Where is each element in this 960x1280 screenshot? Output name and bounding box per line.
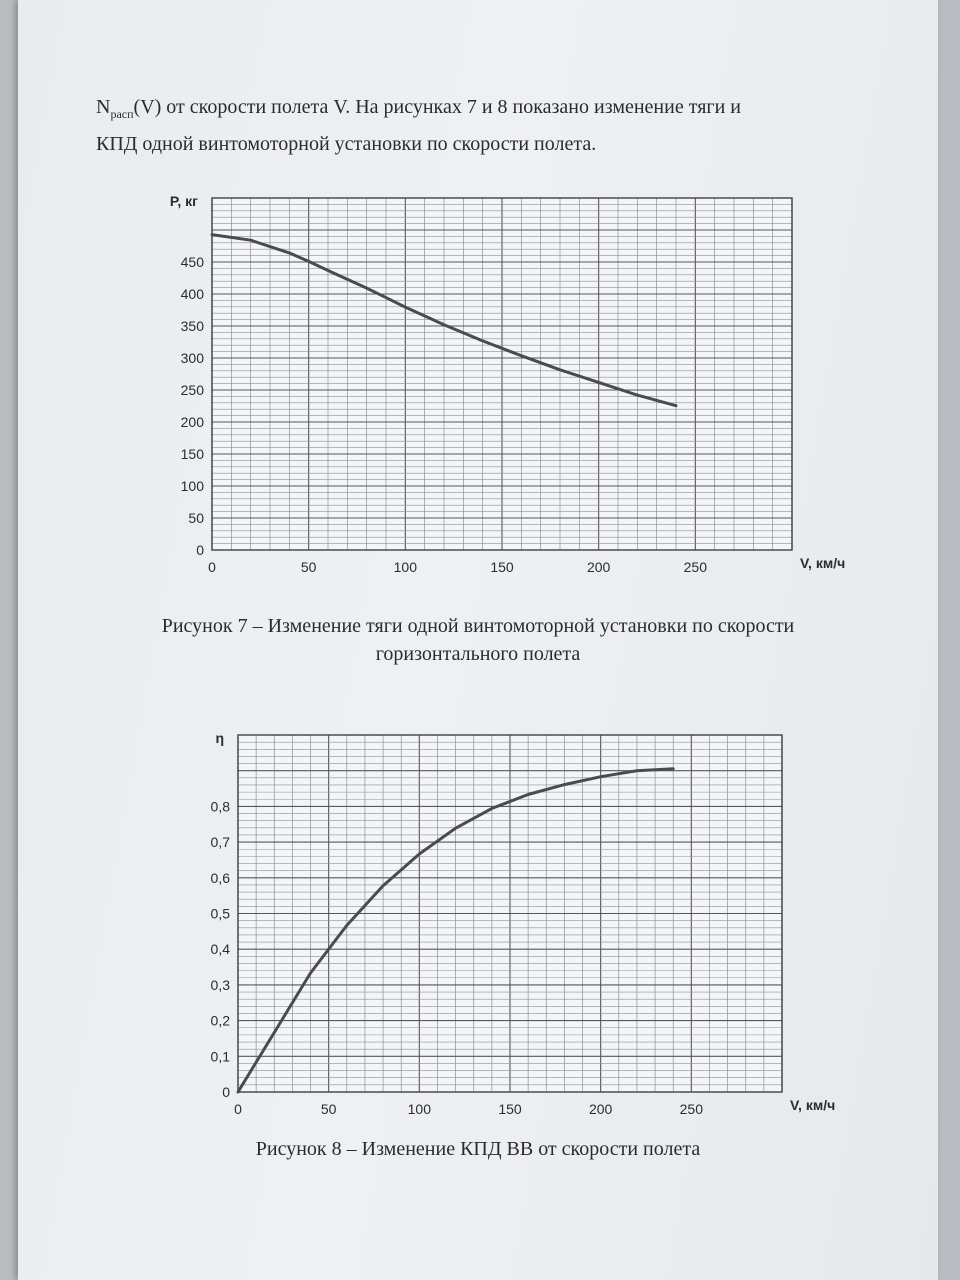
efficiency-y-tick-label: 0,6 [210,869,230,886]
efficiency-x-tick-label: 150 [498,1101,522,1117]
efficiency-x-tick-label: 100 [407,1101,432,1117]
thrust-x-tick-label: 0 [208,559,216,575]
thrust-y-tick-label: 300 [180,350,204,366]
efficiency-x-tick-label: 200 [588,1101,613,1117]
figure7-caption-line2: горизонтального полета [375,643,581,665]
efficiency-x-tick-label: 250 [679,1101,704,1117]
efficiency-y-tick-label: 0,8 [210,798,230,815]
intro-line2: КПД одной винтомоторной установки по скорости полета. [96,133,597,155]
efficiency-y-tick-label: 0,4 [210,941,230,958]
thrust-x-tick-label: 50 [300,559,317,575]
thrust-x-tick-label: 150 [490,559,514,575]
thrust-y-tick-label: 50 [188,510,204,526]
thrust-x-tick-label: 200 [586,559,611,575]
intro-line1: (V) от скорости полета V. На рисунках 7 и 8 показано изменение тяги и [133,96,742,118]
thrust-y-tick-label: 250 [180,382,204,398]
intro-symbol: N [96,96,111,118]
efficiency-y-tick-label: 0,1 [210,1048,230,1065]
efficiency-y-tick-label: 0,5 [210,905,230,922]
thrust-x-tick-label: 250 [683,559,708,575]
efficiency-y-tick-label: 0,3 [210,976,230,993]
efficiency-y-axis-title: η [215,730,224,746]
thrust-x-tick-label: 100 [393,559,418,575]
thrust-y-tick-label: 450 [180,254,204,270]
thrust-x-axis-title: V, км/ч [800,555,846,571]
thrust-y-tick-label: 150 [180,446,204,462]
thrust-y-tick-label: 100 [180,478,204,494]
thrust-y-tick-label: 0 [196,542,204,558]
thrust-y-tick-label: 200 [180,414,204,430]
thrust-y-tick-label: 350 [180,318,204,334]
efficiency-x-tick-label: 0 [234,1101,242,1117]
efficiency-y-tick-label: 0,7 [210,834,230,851]
efficiency-x-axis-title: V, км/ч [790,1097,836,1113]
figure7-caption-line1: Рисунок 7 – Изменение тяги одной винтомоторной установки по скорости [161,615,795,637]
thrust-y-axis-title: P, кг [169,193,198,209]
intro-subscript: расп [110,107,134,121]
efficiency-y-tick-label: 0,2 [210,1012,230,1029]
efficiency-y-tick-label: 0 [222,1084,230,1100]
thrust-y-tick-label: 400 [180,286,204,302]
figure8-caption-text: Рисунок 8 – Изменение КПД ВВ от скорости полета [255,1138,701,1160]
efficiency-x-tick-label: 50 [320,1101,337,1117]
